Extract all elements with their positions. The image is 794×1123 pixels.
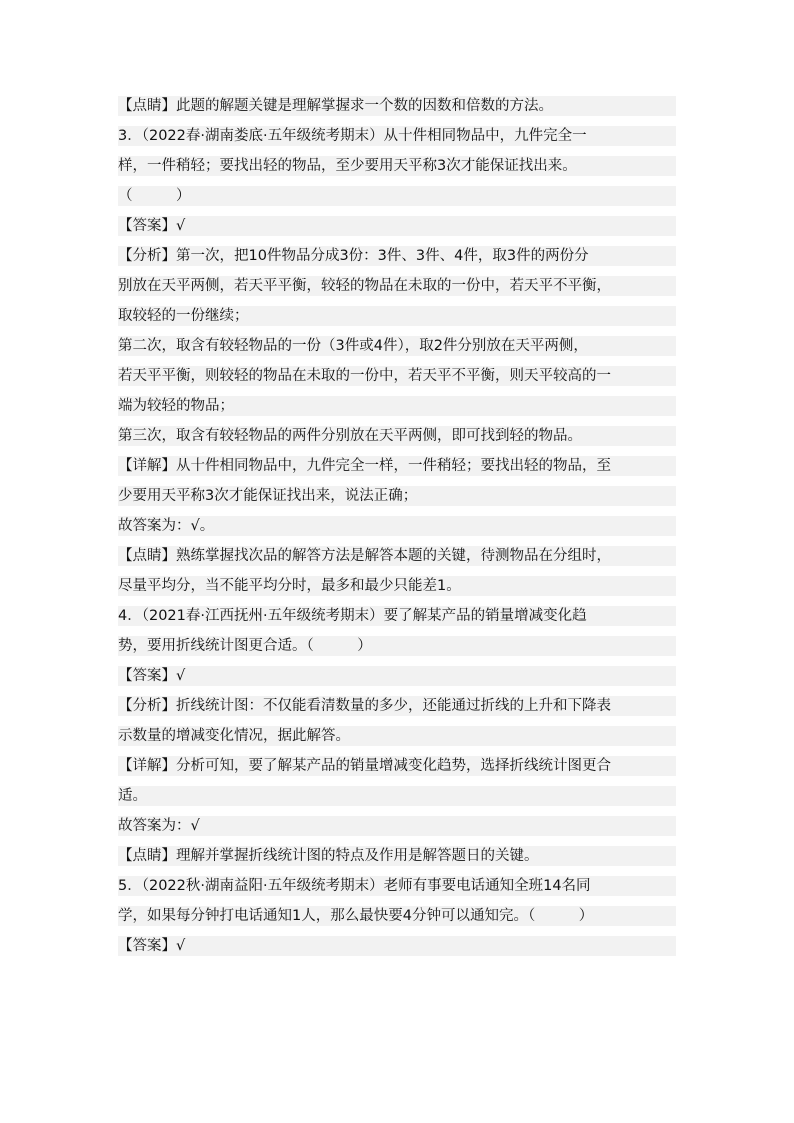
text-line: 故答案为：√。	[118, 516, 676, 536]
text-line: 【答案】√	[118, 666, 676, 686]
text-line: 学，如果每分钟打电话通知1人，那么最快要4分钟可以通知完。（ ）	[118, 906, 676, 926]
text-line: 【点睛】此题的解题关键是理解掌握求一个数的因数和倍数的方法。	[118, 96, 676, 116]
document-content	[118, 96, 676, 956]
text-line: 5．（2022秋·湖南益阳·五年级统考期末）老师有事要电话通知全班14名同	[118, 876, 676, 896]
text-line: 别放在天平两侧，若天平平衡，较轻的物品在未取的一份中，若天平不平衡，	[118, 276, 676, 296]
text-line: 示数量的增减变化情况，据此解答。	[118, 726, 676, 746]
text-line: 第二次，取含有较轻物品的一份（3件或4件），取2件分别放在天平两侧，	[118, 336, 676, 356]
text-line: 样，一件稍轻；要找出轻的物品，至少要用天平称3次才能保证找出来。	[118, 156, 676, 176]
text-line: 【分析】第一次，把10件物品分成3份：3件、3件、4件，取3件的两份分	[118, 246, 676, 266]
text-line: 尽量平均分，当不能平均分时，最多和最少只能差1。	[118, 576, 676, 596]
text-line: 【点睛】理解并掌握折线统计图的特点及作用是解答题日的关键。	[118, 846, 676, 866]
text-line: 3．（2022春·湖南娄底·五年级统考期末）从十件相同物品中，九件完全一	[118, 126, 676, 146]
text-line: 【详解】分析可知，要了解某产品的销量增减变化趋势，选择折线统计图更合	[118, 756, 676, 776]
text-line: 4．（2021春·江西抚州·五年级统考期末）要了解某产品的销量增减变化趋	[118, 606, 676, 626]
text-line: 【点睛】熟练掌握找次品的解答方法是解答本题的关键，待测物品在分组时，	[118, 546, 676, 566]
text-line: （ ）	[118, 186, 676, 206]
text-line: 适。	[118, 786, 676, 806]
text-line: 【详解】从十件相同物品中，九件完全一样，一件稍轻；要找出轻的物品，至	[118, 456, 676, 476]
text-line: 【答案】√	[118, 216, 676, 236]
text-line: 少要用天平称3次才能保证找出来，说法正确；	[118, 486, 676, 506]
text-line: 端为较轻的物品；	[118, 396, 676, 416]
text-line: 取较轻的一份继续；	[118, 306, 676, 326]
text-line: 故答案为：√	[118, 816, 676, 836]
text-line: 【分析】折线统计图：不仅能看清数量的多少，还能通过折线的上升和下降表	[118, 696, 676, 716]
text-line: 第三次，取含有较轻物品的两件分别放在天平两侧，即可找到轻的物品。	[118, 426, 676, 446]
text-line: 若天平平衡，则较轻的物品在未取的一份中，若天平不平衡，则天平较高的一	[118, 366, 676, 386]
text-line: 势，要用折线统计图更合适。（ ）	[118, 636, 676, 656]
text-line: 【答案】√	[118, 936, 676, 956]
